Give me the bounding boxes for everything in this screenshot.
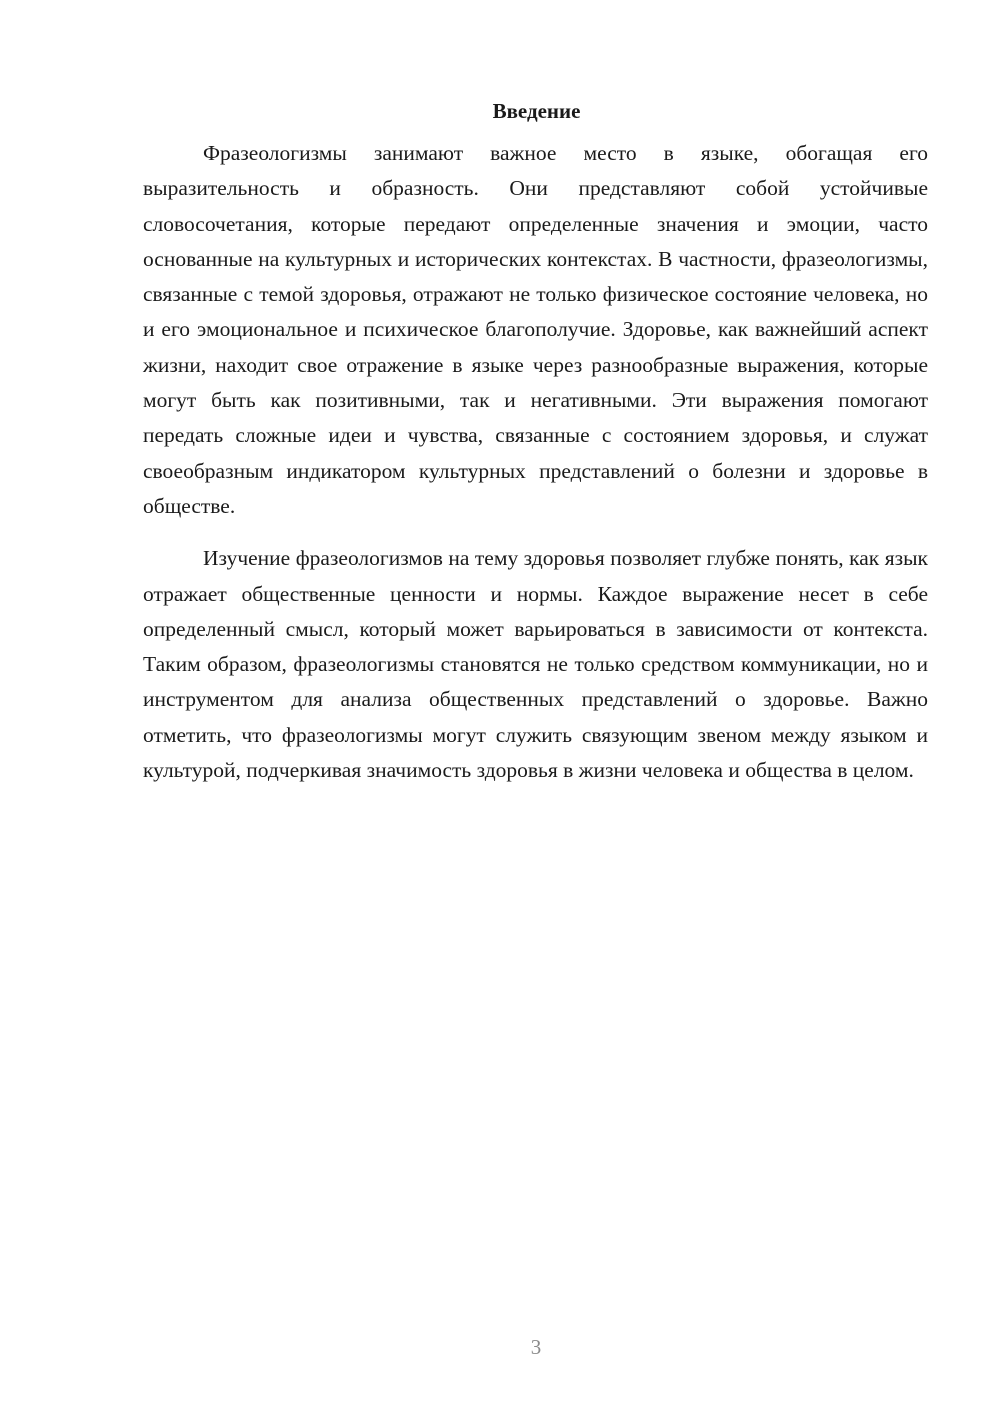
page-content [143,96,928,788]
page-number: 3 [530,1335,542,1359]
section-title: Введение [492,99,581,123]
paragraph-1: Фразеологизмы занимают важное место в языке, обогащая его выразительность и образность. Они представляют собой устойчивые словосочетания, которые передают определенные значения и эмоции, часто основанные на культурных и исторических контекстах. В частности, фразеологизмы, связанные с темой здоровья, отражают не только физическое состояние человека, но и его эмоциональное и психическое благополучие. Здоровье, как важнейший аспект жизни, находит свое отражение в языке через разнообразные выражения, которые могут быть как позитивными, так и негативными. Эти выражения помогают передать сложные идеи и чувства, связанные с состоянием здоровья, и служат своеобразным индикатором культурных представлений о болезни и здоровье в обществе. [143,141,928,518]
paragraph-2: Изучение фразеологизмов на тему здоровья позволяет глубже понять, как язык отражает общественные ценности и нормы. Каждое выражение несет в себе определенный смысл, который может варьироваться в зависимости от контекста. Таким образом, фразеологизмы становятся не только средством коммуникации, но и инструментом для анализа общественных представлений о здоровье. Важно отметить, что фразеологизмы могут служить связующим звеном между языком и культурой, подчеркивая значимость здоровья в жизни человека и общества в целом. [143,546,928,783]
